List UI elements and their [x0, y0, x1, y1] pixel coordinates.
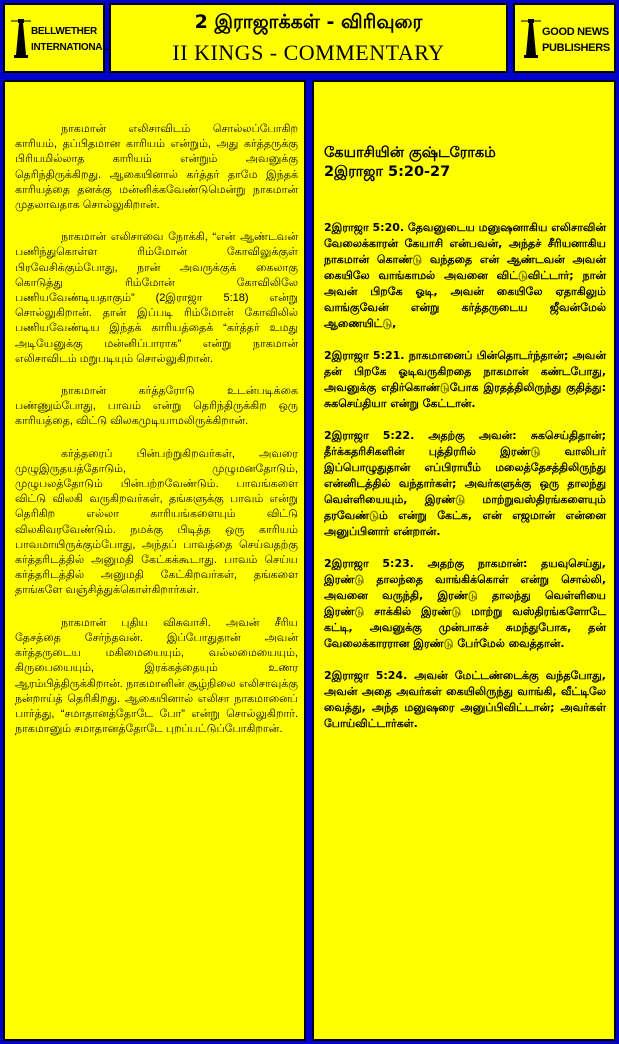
- left-commentary-column: [3, 80, 306, 1041]
- header-title-box: [109, 3, 508, 73]
- left-paragraph: நாகமான் எலிசாவிடம் சொல்லப்போகிற காரியம், தப்பிதமான காரியம் என்றும், அது கர்த்தருக்கு பிரியமில்லாத காரியம் என்றும் அவனுக்கு தெரிந்திருக்கிறது. ஆகையினால் கர்த்தர் தாமே இந்தக் காரியத்தை தனக்கு மன்னிக்கவேண்டுமென்று நாகமான் முதலாவதாக சொல்லுகிறான்.: [15, 123, 298, 212]
- bellwether-line2: INTERNATIONAL: [31, 42, 109, 53]
- bellwether-line1: BELLWETHER: [31, 26, 97, 37]
- verse-paragraph: 2இராஜா 5:21. நாகமானைப் பின்தொடர்ந்தான்; அவன் தன் பிறகே ஓடிவருகிறதை நாகமான் கண்டபோது, அவனுக்கு எதிர்கொண்டுபோக இரதத்திலிருந்து குதித்து: சுகசெய்தியா என்று கேட்டான்.: [324, 349, 606, 410]
- left-paragraph: நாகமான் கர்த்தரோடு உடன்படிக்கை பண்ணும்போது, பாவம் என்று தெரிந்திருக்கிற ஒரு காரியத்தை, விட்டு விலகமுடியாமலிருக்கிறான்.: [15, 385, 298, 428]
- verse-paragraph: 2இராஜா 5:20. தேவனுடைய மனுஷனாகிய எலிசாவின் வேலைக்காரன் கேயாசி என்பவன், அந்தச் சீரியனாகிய நாகமான் கொண்டு வந்ததை என் ஆண்டவன் அவன் கையிலே வாங்காமல் அவனை விட்டுவிட்டார்; நான் அவன் பிறகே ஓடி, அவன் கையிலே ஏதாகிலும் வாங்குவேன் என்று கர்த்தருடைய ஜீவன்மேல் ஆணையிட்டு,: [324, 221, 607, 330]
- verse-paragraph: 2இராஜா 5:23. அதற்கு நாகமான்: தயவுசெய்து, இரண்டு தாலந்தை வாங்கிக்கொள் என்று சொல்லி, அவனை வருந்தி, இரண்டு தாலந்து வெள்ளியை இரண்டு சாக்கில் இரண்டு மாற்று வஸ்திரங்களோடே கட்டி, அவனுக்கு முன்பாகச் சுமந்துபோக, தன் வேலைக்காரரான இரண்டு பேர்மேல் வைத்தான்.: [324, 557, 606, 650]
- lighthouse-icon: [11, 17, 31, 59]
- bellwether-logo-box: [3, 3, 109, 73]
- verse-paragraph: 2இராஜா 5:24. அவன் மேட்டண்டைக்கு வந்தபோது, அவன் அதை அவர்கள் கையிலிருந்து வாங்கி, வீட்டிலே வைத்து, அந்த மனுஷரை அனுப்பிவிட்டான்; அவர்கள் போய்விட்டார்கள்.: [324, 669, 606, 730]
- left-paragraph: நாகமான் புதிய விசுவாசி. அவன் சீரிய தேசத்தை சேர்ந்தவன். இப்போதுதான் அவன் கர்த்தருடைய மகிமையையும், வல்லமையையும், கிருபையையும், இரக்கத்தையும் உணர ஆரம்பித்திருக்கிறான். நாகமானின் சூழ்நிலை எலிசாவுக்கு நன்றாய்த் தெரிகிறது. ஆகையினால் எலிசா நாகமானைப் பார்த்து, “சமாதானத்தோடே போ” என்று சொல்லுகிறார். நாகமானும் சமாதானத்தோடே புறப்பட்டுப்போகிறான்.: [15, 616, 298, 736]
- section-title: [324, 144, 606, 182]
- verse-paragraph: 2இராஜா 5:22. அதற்கு அவன்: சுகசெய்திதான்; தீர்க்கதரிசிகளின் புத்திரரில் இரண்டு வாலிபர் இப்பொழுதுதான் எப்பிராயீம் மலைத்தேசத்திலிருந்து என்னிடத்தில் வந்தார்கள்; அவர்களுக்கு ஒரு தாலந்து வெள்ளியையும், இரண்டு மாற்றுவஸ்திரங்களையும் தரவேண்டும் என்று கேட்க, என் எஜமான் என்னை அனுப்பினார் என்றான்.: [324, 429, 606, 538]
- good-news-line1: GOOD NEWS: [542, 26, 609, 38]
- section-title-reference: 2இராஜா 5:20-27: [324, 164, 451, 180]
- left-paragraph: கர்த்தரைப் பின்பற்றுகிறவர்கள், அவரை முழுஇருதயத்தோடும், முழுமனதோடும், முழுபலத்தோடும் பின்பற்றவேண்டும். பாவங்களை விட்டு விலகி வருகிறவர்கள், தங்களுக்கு பாவம் என்று தெரிகிற எல்லா காரியங்களையும் விட்டு விலகிவரவேண்டும். நமக்கு பிடித்த ஒரு காரியம் பாவமாயிருக்கும்போது, அந்தப் பாவத்தை செய்வதற்கு கர்த்தரிடத்தில் அனுமதி கேட்கக்கூடாது. பாவம் செய்ய கர்த்தரிடத்தில் அனுமதி கேட்கிறவர்கள், தங்களை தாங்களே வஞ்சித்துக்கொள்கிறார்கள்.: [15, 447, 298, 597]
- lighthouse-icon: [521, 17, 541, 59]
- left-paragraph: நாகமான் எலிசாவை நோக்கி, “என் ஆண்டவன் பணிந்துகொள்ள ரிம்மோன் கோவிலுக்குள் பிரவேசிக்கும்போது, நான் அவருக்குக் கைலாகு கொடுத்து ரிம்மோன் கோவிலிலே பணியவேண்டியதாகும்” (2இராஜா 5:18) என்று சொல்லுகிறான். தான் இப்படி ரிம்மோன் கோவிலில் பணியவேண்டிய இந்தக் காரியத்தைக் “கர்த்தர் உமது அடியேனுக்கு மன்னிப்பாராக” என்று நாகமான் எலிசாவிடம் மறுபடியும் சொல்லுகிறான்.: [15, 231, 298, 365]
- title-english: II KINGS - COMMENTARY: [172, 40, 445, 65]
- good-news-logo-box: [513, 3, 616, 73]
- good-news-line2: PUBLISHERS: [542, 42, 610, 54]
- title-tamil: 2 இராஜாக்கள் - விரிவுரை: [194, 11, 423, 33]
- right-scripture-column: [312, 80, 616, 1041]
- section-title-line1: கேயாசியின் குஷ்டரோகம்: [324, 145, 496, 161]
